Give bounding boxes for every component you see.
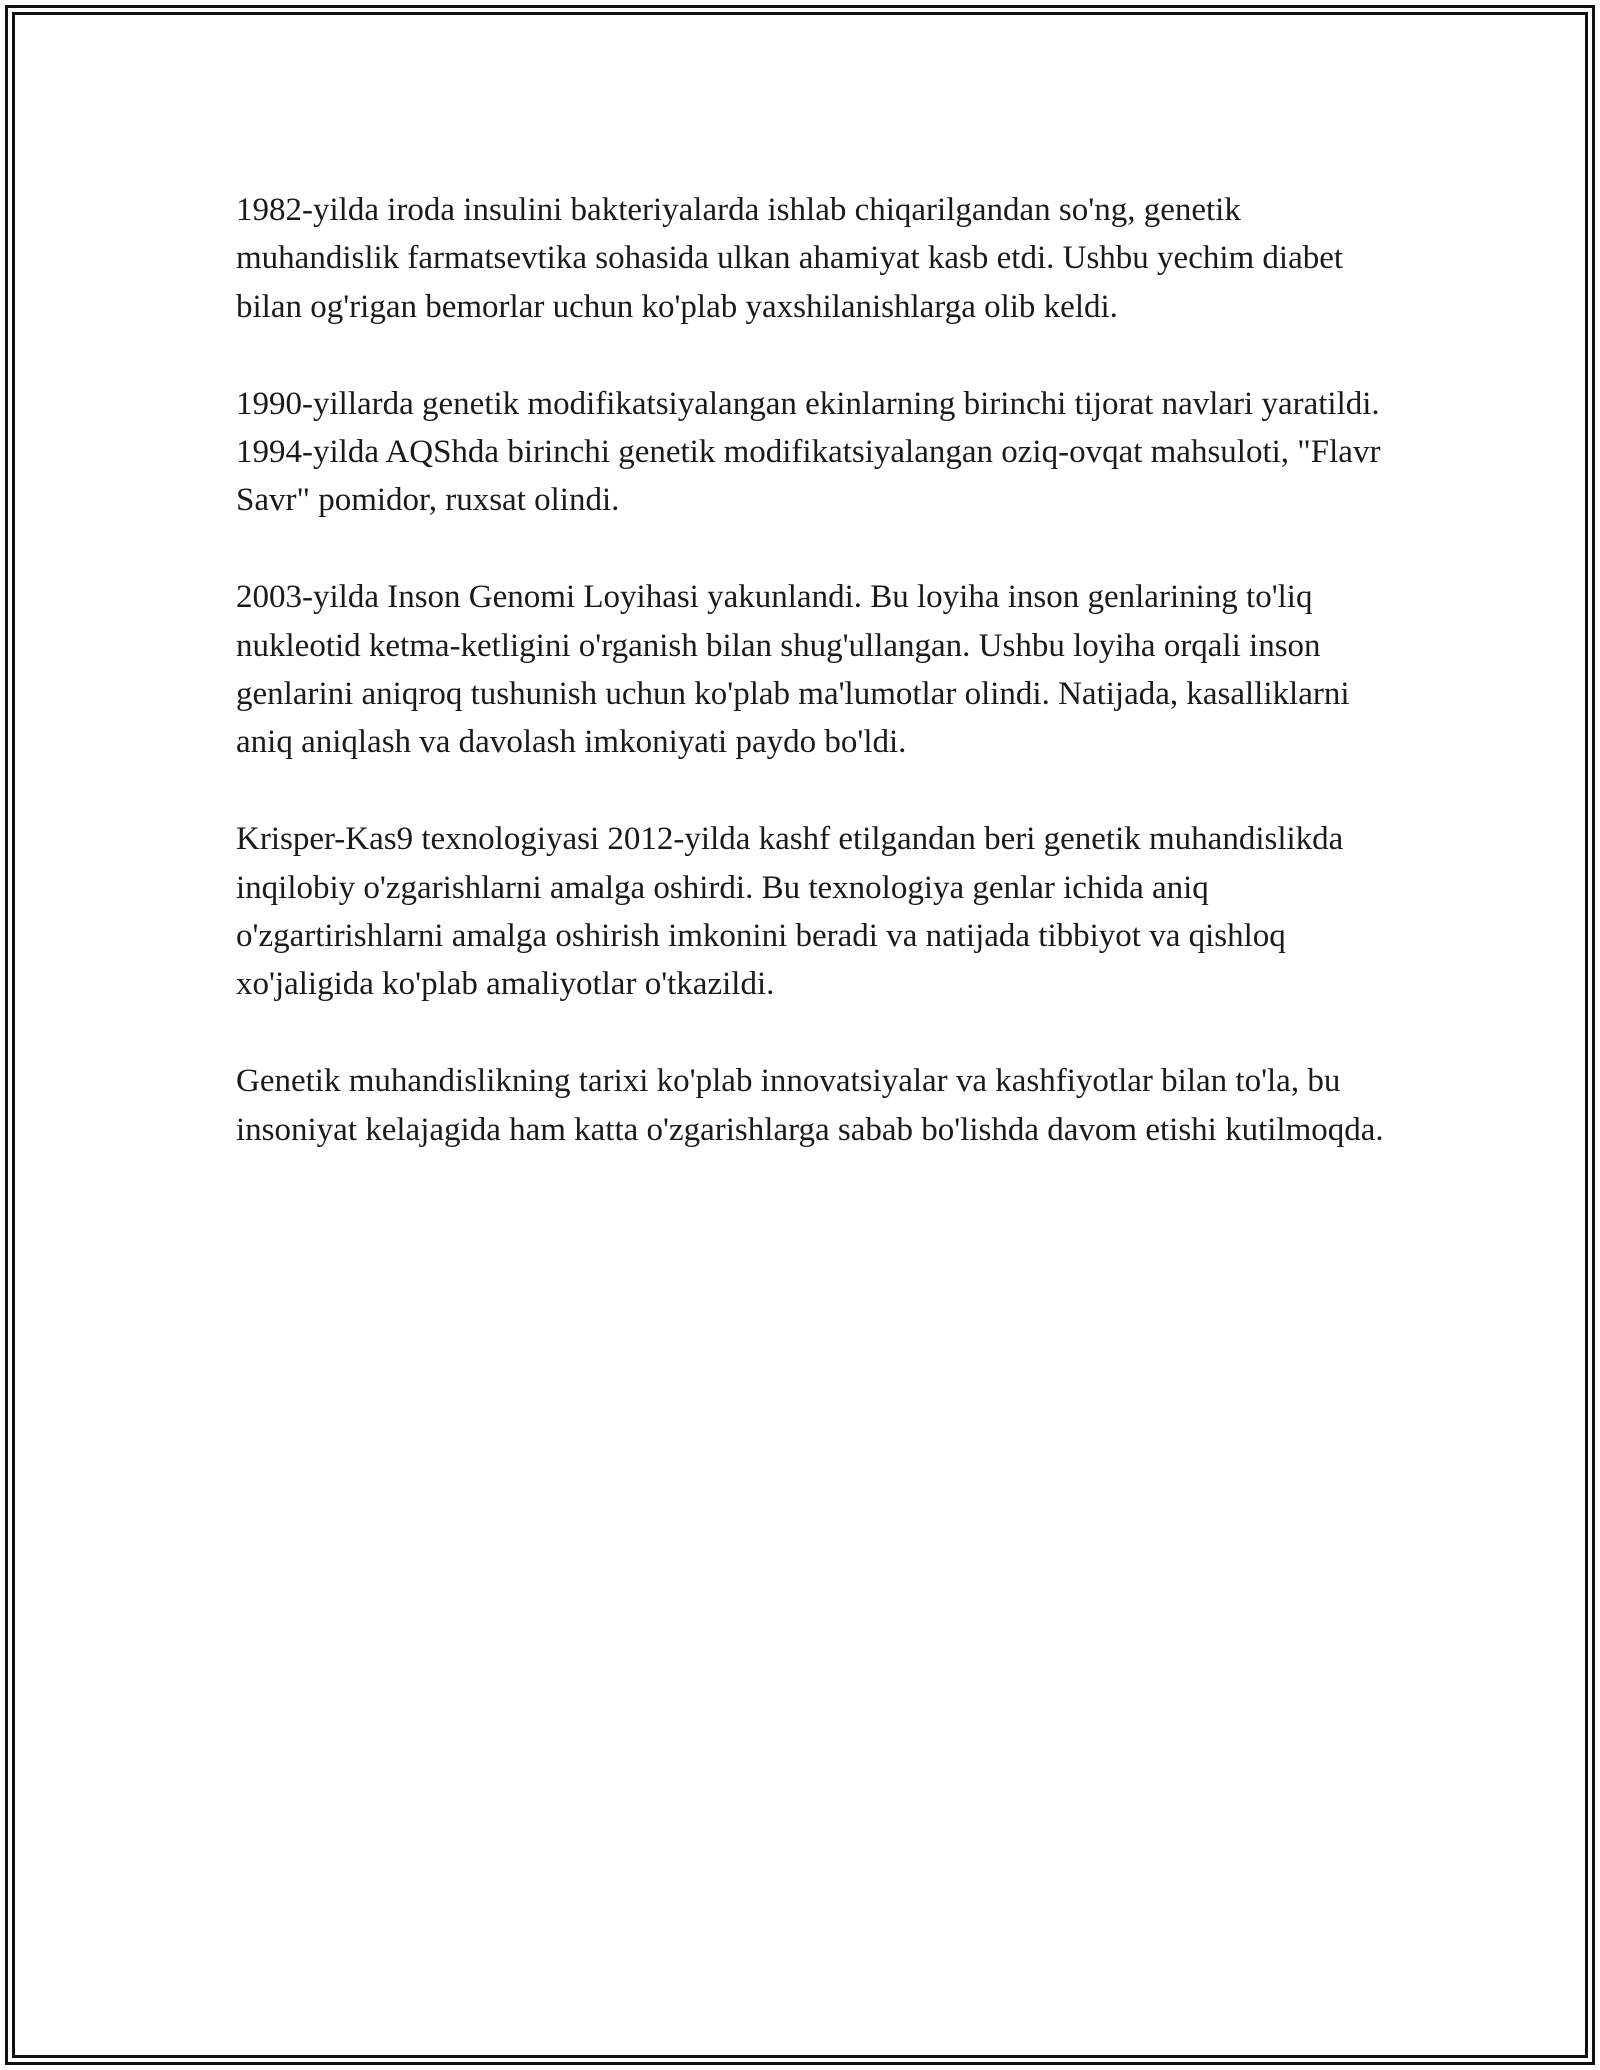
paragraph-conclusion: Genetik muhandislikning tarixi ko'plab innovatsiyalar va kashfiyotlar bilan to'la, bu insoniyat kelajagida ham katta o'zgarishlarga sabab bo'lishda davom etishi kutilmoqda. — [236, 1063, 1384, 1148]
document-body — [236, 186, 1396, 1202]
paragraph-gm-crops: 1990-yillarda genetik modifikatsiyalangan ekinlarning birinchi tijorat navlari yaratildi. 1994-yilda AQShda birinchi genetik modifikatsiyalangan oziq-ovqat mahsuloti, "Flavr Savr" pomidor, ruxsat olindi. — [236, 385, 1381, 519]
paragraph-crispr: Krisper-Kas9 texnologiyasi 2012-yilda kashf etilgandan beri genetik muhandislikda inqilobiy o'zgarishlarni amalga oshirdi. Bu texnologiya genlar ichida aniq o'zgartirishlarni amalga oshirish imkonini beradi va natijada tibbiyot va qishloq xo'jaligida ko'plab amaliyotlar o'tkazildi. — [236, 821, 1344, 1003]
paragraph-human-genome: 2003-yilda Inson Genomi Loyihasi yakunlandi. Bu loyiha inson genlarining to'liq nukleotid ketma-ketligini o'rganish bilan shug'ullangan. Ushbu loyiha orqali inson genlarini aniqroq tushunish uchun ko'plab ma'lumotlar olindi. Natijada, kasalliklarni aniq aniqlash va davolash imkoniyati paydo bo'ldi. — [236, 579, 1350, 761]
paragraph-insulin: 1982-yilda iroda insulini bakteriyalarda ishlab chiqarilgandan so'ng, genetik muhandislik farmatsevtika sohasida ulkan ahamiyat kasb etdi. Ushbu yechim diabet bilan og'rigan bemorlar uchun ko'plab yaxshilanishlarga olib keldi. — [236, 192, 1344, 325]
